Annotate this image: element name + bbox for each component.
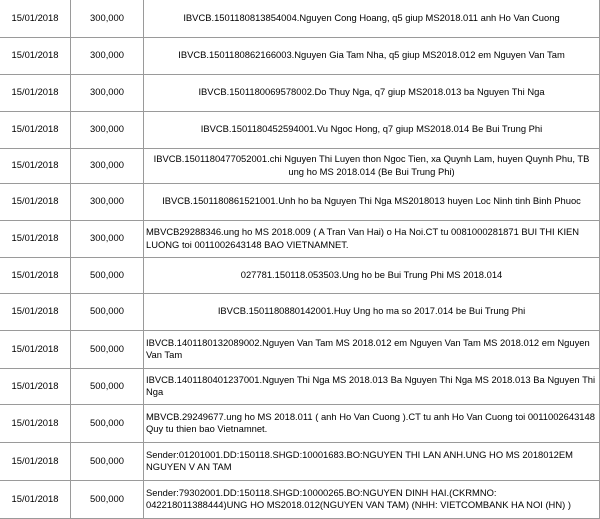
amount-cell: 300,000 <box>71 183 144 220</box>
description-cell: IBVCB.1501180477052001.chi Nguyen Thi Luyen thon Ngoc Tien, xa Quynh Lam, huyen Quynh Phu, TB ung ho MS 2018.014 (Be Bui Trung Phi) <box>144 148 600 183</box>
amount-cell: 500,000 <box>71 442 144 480</box>
table-row <box>0 442 600 480</box>
description-cell: IBVCB.1501180452594001.Vu Ngoc Hong, q7 giup MS2018.014 Be Bui Trung Phi <box>144 111 600 148</box>
table-row <box>0 111 600 148</box>
date-cell: 15/01/2018 <box>0 183 71 220</box>
description-cell: IBVCB.1401180401237001.Nguyen Thi Nga MS 2018.013 Ba Nguyen Thi Nga MS 2018.013 Ba Nguyen Thi Nga <box>144 368 600 404</box>
table-row <box>0 37 600 74</box>
date-cell: 15/01/2018 <box>0 442 71 480</box>
date-cell: 15/01/2018 <box>0 404 71 442</box>
table-row <box>0 74 600 111</box>
table-row <box>0 404 600 442</box>
date-cell: 15/01/2018 <box>0 480 71 518</box>
amount-cell: 300,000 <box>71 0 144 37</box>
date-cell: 15/01/2018 <box>0 0 71 37</box>
amount-cell: 300,000 <box>71 148 144 183</box>
table-row <box>0 368 600 404</box>
amount-cell: 300,000 <box>71 111 144 148</box>
date-cell: 15/01/2018 <box>0 330 71 368</box>
table-row <box>0 480 600 518</box>
date-cell: 15/01/2018 <box>0 368 71 404</box>
date-cell: 15/01/2018 <box>0 37 71 74</box>
table-row <box>0 330 600 368</box>
date-cell: 15/01/2018 <box>0 111 71 148</box>
date-cell: 15/01/2018 <box>0 293 71 330</box>
amount-cell: 500,000 <box>71 257 144 293</box>
description-cell: IBVCB.1501180861521001.Unh ho ba Nguyen Thi Nga MS2018013 huyen Loc Ninh tinh Binh Phuoc <box>144 183 600 220</box>
description-cell: 027781.150118.053503.Ung ho be Bui Trung Phi MS 2018.014 <box>144 257 600 293</box>
table-row <box>0 183 600 220</box>
amount-cell: 500,000 <box>71 480 144 518</box>
description-cell: MBVCB29288346.ung ho MS 2018.009 ( A Tran Van Hai) o Ha Noi.CT tu 0081000281871 BUI THI KIEN LUONG toi 0011002643148 BAO VIETNAMNET. <box>144 220 600 257</box>
amount-cell: 300,000 <box>71 74 144 111</box>
amount-cell: 500,000 <box>71 330 144 368</box>
date-cell: 15/01/2018 <box>0 148 71 183</box>
table-row <box>0 293 600 330</box>
description-cell: IBVCB.1401180132089002.Nguyen Van Tam MS 2018.012 em Nguyen Van Tam MS 2018.012 em Nguyen Van Tam <box>144 330 600 368</box>
date-cell: 15/01/2018 <box>0 257 71 293</box>
description-cell: IBVCB.1501180069578002.Do Thuy Nga, q7 giup MS2018.013 ba Nguyen Thi Nga <box>144 74 600 111</box>
description-cell: Sender:79302001.DD:150118.SHGD:10000265.BO:NGUYEN DINH HAI.(CKRMNO: 042218011388444)UNG HO MS2018.012(NGUYEN VAN TAM) (NHH: VIETCOMBANK HA NOI (HN) ) <box>144 480 600 518</box>
table-row <box>0 220 600 257</box>
description-cell: IBVCB.1501180862166003.Nguyen Gia Tam Nha, q5 giup MS2018.012 em Nguyen Van Tam <box>144 37 600 74</box>
amount-cell: 500,000 <box>71 293 144 330</box>
date-cell: 15/01/2018 <box>0 220 71 257</box>
date-cell: 15/01/2018 <box>0 74 71 111</box>
table-row <box>0 148 600 183</box>
amount-cell: 500,000 <box>71 404 144 442</box>
amount-cell: 500,000 <box>71 368 144 404</box>
description-cell: IBVCB.1501180813854004.Nguyen Cong Hoang, q5 giup MS2018.011 anh Ho Van Cuong <box>144 0 600 37</box>
description-cell: MBVCB.29249677.ung ho MS 2018.011 ( anh Ho Van Cuong ).CT tu anh Ho Van Cuong toi 0011002643148 Quy tu thien bao Vietnamnet. <box>144 404 600 442</box>
amount-cell: 300,000 <box>71 37 144 74</box>
description-cell: Sender:01201001.DD:150118.SHGD:10001683.BO:NGUYEN THI LAN ANH.UNG HO MS 2018012EM NGUYEN V AN TAM <box>144 442 600 480</box>
table-row <box>0 0 600 37</box>
table-row <box>0 257 600 293</box>
amount-cell: 300,000 <box>71 220 144 257</box>
description-cell: IBVCB.1501180880142001.Huy Ung ho ma so 2017.014 be Bui Trung Phi <box>144 293 600 330</box>
